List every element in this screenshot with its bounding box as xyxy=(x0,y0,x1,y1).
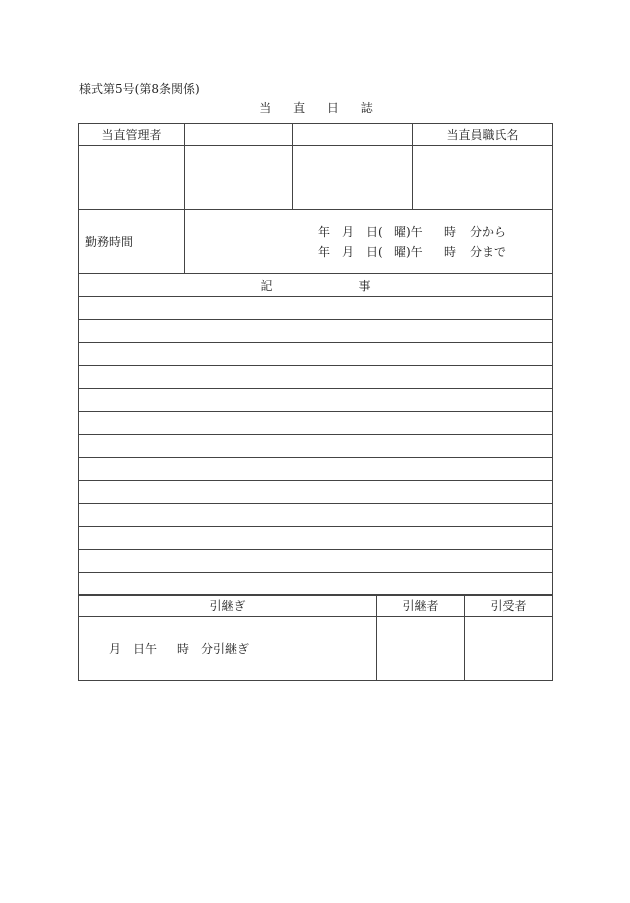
title-char: 直 xyxy=(293,101,306,115)
record-line[interactable] xyxy=(79,458,553,481)
record-line[interactable] xyxy=(79,343,553,366)
work-hours-row xyxy=(79,210,553,274)
record-heading xyxy=(79,274,553,297)
minute-handover-label: 分引継ぎ xyxy=(201,642,250,656)
hour-label: 時 xyxy=(444,244,457,259)
handover-header-row xyxy=(79,595,553,617)
record-heading-char: 記 xyxy=(260,278,273,293)
hour-label: 時 xyxy=(177,642,190,656)
page-title xyxy=(79,99,553,116)
title-char: 当 xyxy=(259,101,272,115)
handover-giver-cell[interactable] xyxy=(377,617,465,681)
record-header-row xyxy=(79,274,553,297)
handover-label: 引継ぎ xyxy=(79,595,377,617)
signature-row xyxy=(79,146,553,210)
day-label: 日( xyxy=(366,244,383,259)
handover-time-cell[interactable] xyxy=(79,617,377,681)
handover-row xyxy=(79,617,553,681)
record-heading-char: 事 xyxy=(358,278,371,293)
manager-entry-cell[interactable] xyxy=(293,124,413,146)
signature-cell[interactable] xyxy=(293,146,413,210)
title-char: 日 xyxy=(326,101,339,115)
work-hours-label: 勤務時間 xyxy=(79,210,185,274)
month-label: 月 xyxy=(342,224,355,239)
year-label: 年 xyxy=(318,224,331,239)
record-line[interactable] xyxy=(79,389,553,412)
manager-label: 当直管理者 xyxy=(79,124,185,146)
day-label: 日( xyxy=(366,224,383,239)
staff-entry-cell[interactable] xyxy=(413,146,553,210)
work-hours-from xyxy=(318,222,552,242)
handover-receiver-label: 引受者 xyxy=(465,595,553,617)
signature-cell[interactable] xyxy=(185,146,293,210)
title-char: 誌 xyxy=(360,101,373,115)
record-line[interactable] xyxy=(79,412,553,435)
signature-cell[interactable] xyxy=(79,146,185,210)
record-line[interactable] xyxy=(79,297,553,320)
day-ampm-label: 日午 xyxy=(133,642,158,656)
minute-to-label: 分まで xyxy=(470,244,507,259)
header-row xyxy=(79,124,553,146)
weekday-ampm-label: 曜)午 xyxy=(394,224,423,239)
month-label: 月 xyxy=(342,244,355,259)
duty-log-table xyxy=(78,123,553,596)
work-hours-to xyxy=(318,242,552,262)
handover-receiver-cell[interactable] xyxy=(465,617,553,681)
record-line[interactable] xyxy=(79,320,553,343)
record-line[interactable] xyxy=(79,527,553,550)
record-line[interactable] xyxy=(79,504,553,527)
year-label: 年 xyxy=(318,244,331,259)
form-number: 様式第5号(第8条関係) xyxy=(79,82,200,96)
record-line[interactable] xyxy=(79,481,553,504)
hour-label: 時 xyxy=(444,224,457,239)
minute-from-label: 分から xyxy=(470,224,507,239)
staff-label: 当直員職氏名 xyxy=(413,124,553,146)
record-line[interactable] xyxy=(79,366,553,389)
record-line[interactable] xyxy=(79,550,553,573)
weekday-ampm-label: 曜)午 xyxy=(394,244,423,259)
handover-giver-label: 引継者 xyxy=(377,595,465,617)
handover-time-text xyxy=(79,640,376,657)
record-line[interactable] xyxy=(79,435,553,458)
record-line[interactable] xyxy=(79,573,553,596)
month-label: 月 xyxy=(109,642,122,656)
handover-table xyxy=(78,594,553,681)
manager-entry-cell[interactable] xyxy=(185,124,293,146)
work-hours-cell[interactable] xyxy=(185,210,553,274)
